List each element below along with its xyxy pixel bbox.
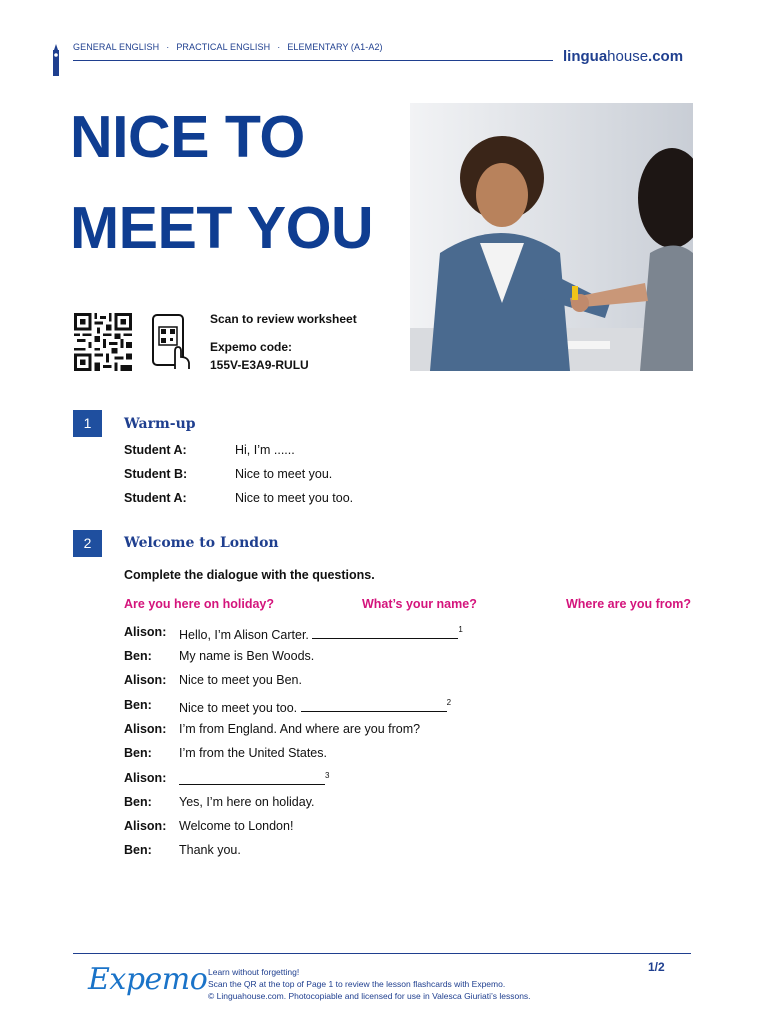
speaker-label: Ben: bbox=[124, 649, 152, 663]
dialogue-line: Welcome to London! bbox=[179, 819, 294, 833]
breadcrumb-item[interactable]: ELEMENTARY (A1-A2) bbox=[287, 42, 383, 52]
speaker-label: Ben: bbox=[124, 746, 152, 760]
dialogue-line: Thank you. bbox=[179, 843, 241, 857]
speaker-label: Ben: bbox=[124, 843, 152, 857]
speaker-label: Student B: bbox=[124, 467, 188, 481]
speaker-label: Alison: bbox=[124, 722, 167, 736]
warmup-line: Nice to meet you. bbox=[235, 467, 333, 481]
answer-gap[interactable] bbox=[312, 627, 458, 639]
qr-code-icon[interactable] bbox=[73, 313, 133, 371]
header-divider bbox=[73, 60, 553, 61]
dialogue-line: Yes, I’m here on holiday. bbox=[179, 795, 315, 809]
big-ben-icon bbox=[50, 44, 62, 76]
section-title: Warm-up bbox=[124, 416, 196, 432]
dialogue-line: I’m from the United States. bbox=[179, 746, 327, 760]
breadcrumb-item[interactable]: GENERAL ENGLISH bbox=[73, 42, 160, 52]
answer-gap[interactable] bbox=[301, 700, 447, 712]
footer-divider bbox=[73, 953, 691, 954]
breadcrumb-item[interactable]: PRACTICAL ENGLISH bbox=[176, 42, 271, 52]
speaker-label: Student A: bbox=[124, 443, 187, 457]
speaker-label: Student A: bbox=[124, 491, 187, 505]
dialogue-line: My name is Ben Woods. bbox=[179, 649, 315, 663]
gap-number: 1 bbox=[458, 625, 463, 634]
instruction-text: Complete the dialogue with the questions. bbox=[124, 568, 375, 582]
expemo-code-label: Expemo code: bbox=[210, 340, 293, 354]
question-option: Are you here on holiday? bbox=[124, 597, 275, 611]
speaker-label: Ben: bbox=[124, 698, 152, 712]
gap-number: 2 bbox=[446, 698, 452, 707]
dialogue-line: Hello, I’m Alison Carter. bbox=[179, 628, 309, 642]
section-number: 2 bbox=[73, 530, 102, 557]
answer-gap[interactable] bbox=[179, 773, 325, 785]
section-title: Welcome to London bbox=[124, 535, 279, 551]
expemo-code-value: 155V-E3A9-RULU bbox=[210, 358, 309, 372]
question-option: Where are you from? bbox=[566, 597, 692, 611]
section-number: 1 bbox=[73, 410, 102, 437]
title-line: MEET YOU bbox=[70, 195, 374, 261]
page-title bbox=[70, 92, 373, 274]
warmup-line: Nice to meet you too. bbox=[235, 491, 354, 505]
speaker-label: Ben: bbox=[124, 795, 152, 809]
speaker-label: Alison: bbox=[124, 673, 167, 687]
footer-line: Scan the QR at the top of Page 1 to review the lesson flashcards with Expemo. bbox=[208, 979, 506, 989]
speaker-label: Alison: bbox=[124, 771, 167, 785]
speaker-label: Alison: bbox=[124, 625, 167, 639]
title-line: NICE TO bbox=[70, 104, 305, 170]
footer-line: © Linguahouse.com. Photocopiable and licensed for use in Valesca Giuriati’s lessons. bbox=[208, 991, 531, 1001]
footer-line: Learn without forgetting! bbox=[208, 967, 300, 977]
phone-scan-icon bbox=[151, 313, 191, 371]
scan-label: Scan to review worksheet bbox=[210, 312, 357, 326]
question-option: What’s your name? bbox=[362, 597, 477, 611]
speaker-label: Alison: bbox=[124, 819, 167, 833]
warmup-line: Hi, I’m ...... bbox=[235, 443, 295, 457]
footer-text bbox=[208, 966, 531, 1002]
brand-logo[interactable]: linguahouse.com bbox=[563, 48, 684, 65]
dialogue-line: Nice to meet you too. bbox=[179, 701, 298, 715]
handshake-photo bbox=[410, 103, 693, 371]
page-number: 1/2 bbox=[648, 960, 665, 974]
gap-number: 3 bbox=[325, 771, 330, 780]
dialogue-line: Nice to meet you Ben. bbox=[179, 673, 302, 687]
dialogue-line: I’m from England. And where are you from? bbox=[179, 722, 421, 736]
expemo-logo[interactable]: Expemo bbox=[88, 962, 208, 997]
breadcrumb: GENERAL ENGLISH · PRACTICAL ENGLISH · ELEMENTARY (A1-A2) bbox=[73, 42, 383, 52]
